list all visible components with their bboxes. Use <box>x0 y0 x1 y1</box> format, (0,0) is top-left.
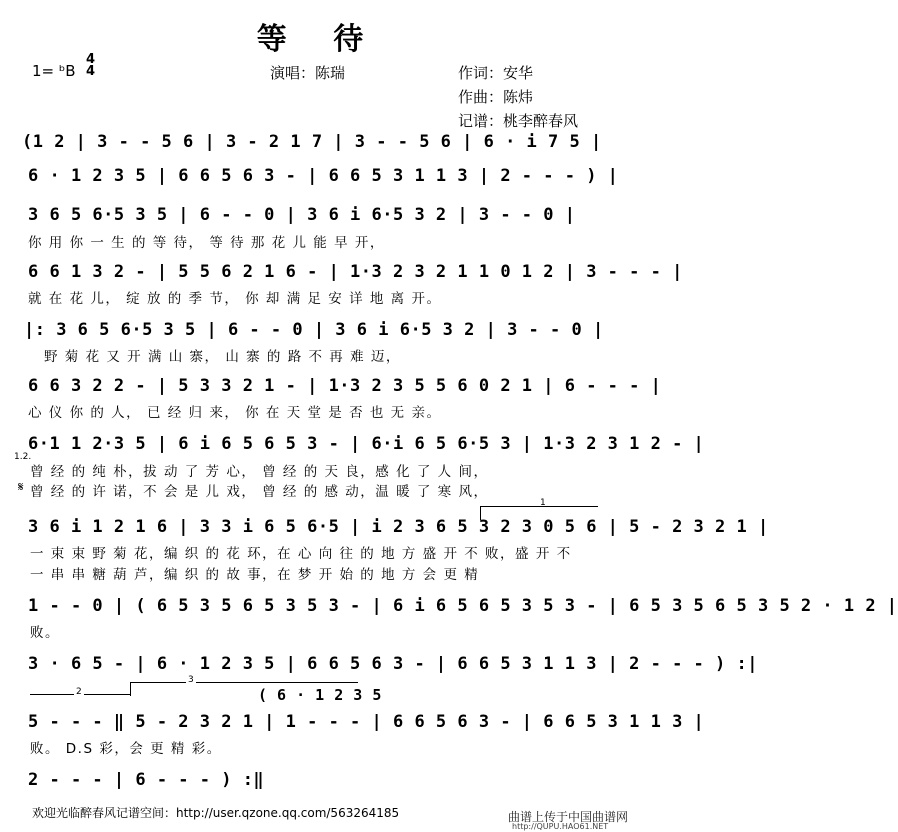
composer-credit: 作曲：陈炜 <box>458 88 534 106</box>
lyric-line-9: 败。 <box>30 625 60 641</box>
ending-2-label: 2 <box>76 687 82 697</box>
brand-url: http://QUPU.HAO61.NET <box>512 822 609 831</box>
lyric-line-4: 心 仪 你 的 人， 已 经 归 来， 你 在 天 堂 是 否 也 无 亲。 <box>28 405 442 421</box>
lyric-line-3: 野 菊 花 又 开 满 山 寨， 山 寨 的 路 不 再 难 迈， <box>44 349 401 365</box>
volta-marker-1-2: 1.2. <box>14 452 32 462</box>
score-line-3: 3 6 5 6·5 3 5 | 6 - - 0 | 3 6 i 6·5 3 2 | 3 - - 0 | <box>28 205 576 225</box>
song-title: 等 待 <box>256 22 382 57</box>
score-line-9: 1 - - 0 | ( 6 5 3 5 6 5 3 5 3 - | 6 i 6 5 6 5 3 5 3 - | 6 5 3 5 6 5 3 5 2 · 1 2 | <box>28 596 898 616</box>
score-line-7: 6·1 1 2·3 5 | 6 i 6 5 6 5 3 - | 6·i 6 5 6·5 3 | 1·3 2 3 1 2 - | <box>28 434 705 454</box>
singer-credit: 演唱：陈瑞 <box>270 64 346 82</box>
time-signature-top: 4 <box>86 52 96 67</box>
brand-name: 曲谱上传于中国曲谱网 <box>508 810 629 824</box>
time-signature-bottom: 4 <box>86 64 96 79</box>
lyric-line-7: 一 束 束 野 菊 花，编 织 的 花 环，在 心 向 往 的 地 方 盛 开 不 败，盛 开 不 <box>30 546 572 562</box>
lyricist-credit: 作词：安华 <box>458 64 534 82</box>
score-line-6: 6 6 3 2 2 - | 5 3 3 2 1 - | 1·3 2 3 5 5 6 0 2 1 | 6 - - - | <box>28 376 662 396</box>
score-line-2: 6 · 1 2 3 5 | 6 6 5 6 3 - | 6 6 5 3 1 1 3 | 2 - - - ) | <box>28 166 619 186</box>
score-line-12: 2 - - - | 6 - - - ) :‖ <box>28 770 265 790</box>
lyric-line-6: 曾 经 的 许 诺，不 会 是 儿 戏， 曾 经 的 感 动，温 暖 了 寒 风， <box>30 484 489 500</box>
lyric-line-1: 你 用 你 一 生 的 等 待， 等 待 那 花 儿 能 早 开， <box>28 235 385 251</box>
ending-3-label: 3 <box>188 675 194 685</box>
ending-1-label: 1 <box>540 498 546 508</box>
segno-icon: 𝄋 <box>18 480 24 495</box>
score-line-5: |: 3 6 5 6·5 3 5 | 6 - - 0 | 3 6 i 6·5 3 2 | 3 - - 0 | <box>24 320 604 340</box>
ending-1-bracket-left <box>480 506 481 520</box>
ending-3-bracket-left <box>130 682 131 696</box>
lyric-line-2: 就 在 花 儿， 绽 放 的 季 节， 你 却 满 足 安 详 地 离 开。 <box>28 291 442 307</box>
score-line-11-upper: ( 6 · 1 2 3 5 <box>258 686 382 704</box>
score-line-11: 5 - - - ‖ 5 - 2 3 2 1 | 1 - - - | 6 6 5 6 3 - | 6 6 5 3 1 1 3 | <box>28 712 705 732</box>
ending-1-bracket <box>480 506 598 507</box>
time-signature <box>86 54 95 78</box>
lyric-line-5: 曾 经 的 纯 朴，拔 动 了 芳 心， 曾 经 的 天 良，感 化 了 人 间， <box>30 464 489 480</box>
score-line-8: 3 6 i 1 2 1 6 | 3 3 i 6 5 6·5 | i 2 3 6 5 3 2 3 0 5 6 | 5 - 2 3 2 1 | <box>28 517 769 537</box>
lyric-line-8: 一 串 串 糖 葫 芦，编 织 的 故 事，在 梦 开 始 的 地 方 会 更 精 <box>30 567 480 583</box>
footer-text: 欢迎光临醉春风记谱空间：http://user.qzone.qq.com/563264185 <box>32 806 400 820</box>
score-line-4: 6 6 1 3 2 - | 5 5 6 2 1 6 - | 1·3 2 3 2 1 1 0 1 2 | 3 - - - | <box>28 262 683 282</box>
score-line-10: 3 · 6 5 - | 6 · 1 2 3 5 | 6 6 5 6 3 - | 6 6 5 3 1 1 3 | 2 - - - ) :| <box>28 654 758 674</box>
ending-3-bracket <box>130 682 358 683</box>
transcriber-credit: 记谱：桃李醉春风 <box>458 112 579 130</box>
score-line-1: (1 2 | 3 - - 5 6 | 3 - 2 1 7 | 3 - - 5 6 | 6 · i 7 5 | <box>22 132 602 152</box>
key-signature: 1= ᵇB <box>32 62 76 80</box>
lyric-line-10: 败。 D.S 彩，会 更 精 彩。 <box>30 741 222 757</box>
